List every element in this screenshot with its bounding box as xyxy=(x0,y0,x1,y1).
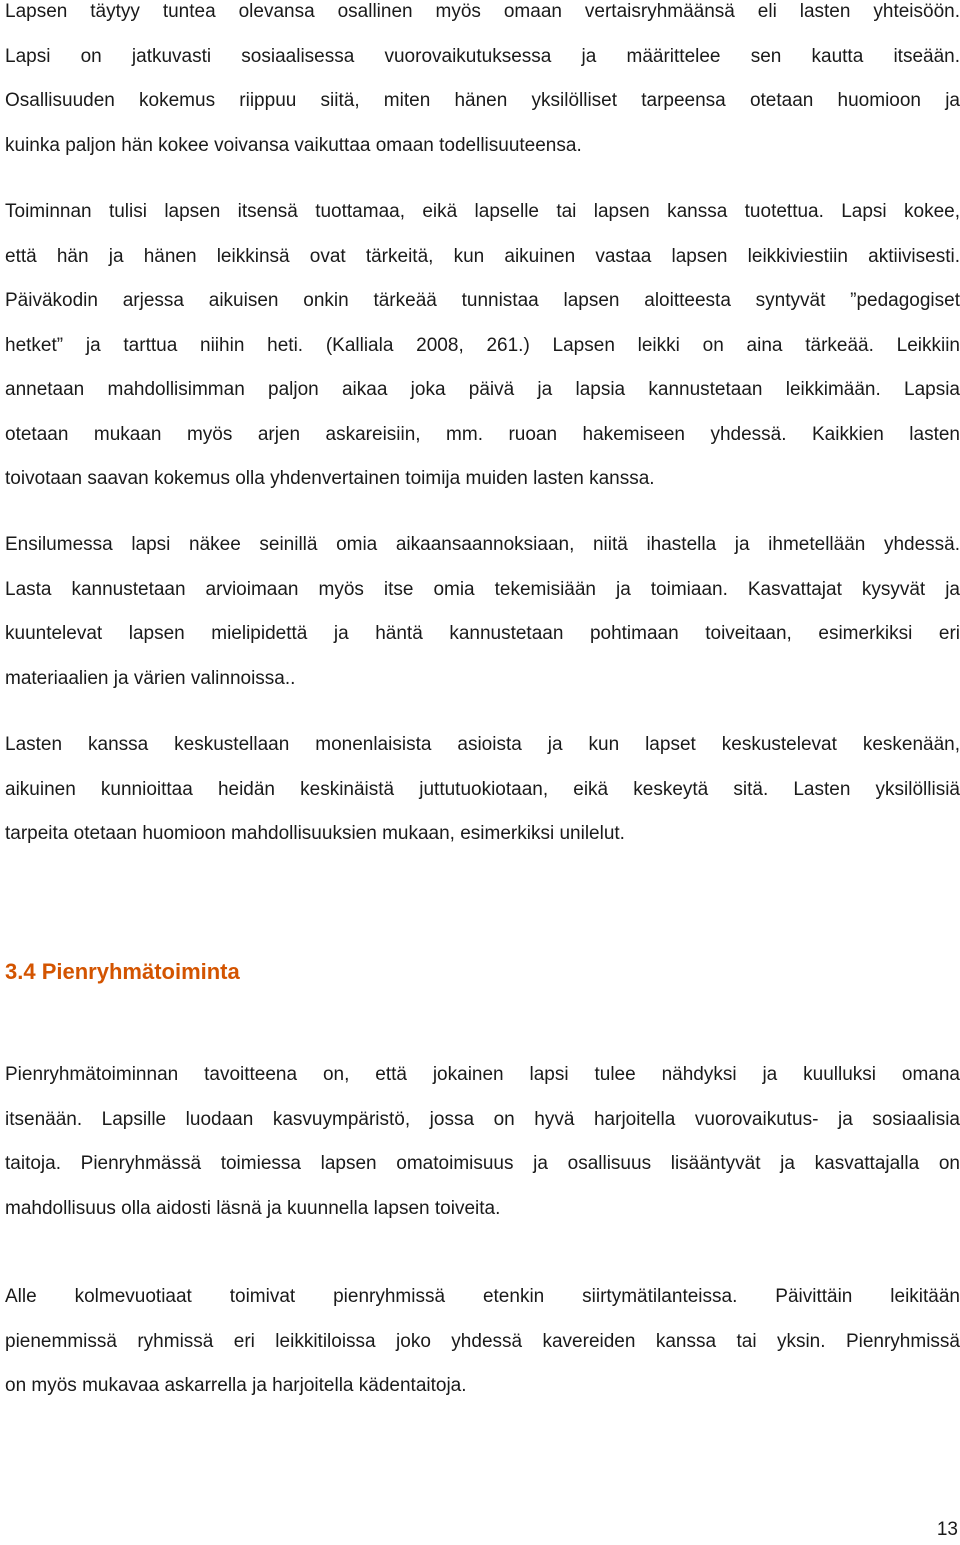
text-line: pienemmissä ryhmissä eri leikkitiloissa joko yhdessä kavereiden kanssa tai yksin. Pienryhmissä xyxy=(5,1330,960,1352)
text-line: Lapsi on jatkuvasti sosiaalisessa vuorovaikutuksessa ja määrittelee sen kautta itseään. xyxy=(5,45,960,67)
text-line: on myös mukavaa askarrella ja harjoitella kädentaitoja. xyxy=(5,1375,467,1396)
text-line: Lasten kanssa keskustellaan monenlaisista asioista ja kun lapset keskustelevat keskenään, xyxy=(5,734,960,755)
paragraph-6 xyxy=(5,1275,960,1409)
page-number: 13 xyxy=(936,1519,958,1540)
paragraph-5 xyxy=(5,1053,960,1231)
text-line: itsenään. Lapsille luodaan kasvuympäristö, jossa on hyvä harjoitella vuorovaikutus- ja sosiaalisia xyxy=(5,1108,960,1130)
text-line: taitoja. Pienryhmässä toimiessa lapsen omatoimisuus ja osallisuus lisääntyvät ja kasvattajalla on xyxy=(5,1153,960,1174)
text-line: Alle kolmevuotiaat toimivat pienryhmissä etenkin siirtymätilanteissa. Päivittäin leikitään xyxy=(5,1286,960,1307)
text-line: Lapsen täytyy tuntea olevansa osallinen myös omaan vertaisryhmäänsä eli lasten yhteisöön. xyxy=(5,1,960,22)
text-line: Osallisuuden kokemus riippuu siitä, miten hänen yksilölliset tarpeensa otetaan huomioon ja xyxy=(5,90,960,111)
section-heading: 3.4 Pienryhmätoiminta xyxy=(5,959,240,984)
text-line: mahdollisuus olla aidosti läsnä ja kuunnella lapsen toiveita. xyxy=(5,1197,501,1219)
paragraph-4 xyxy=(5,723,960,857)
paragraph-2 xyxy=(5,190,960,502)
text-line: Pienryhmätoiminnan tavoitteena on, että jokainen lapsi tulee nähdyksi ja kuulluksi omana xyxy=(5,1064,960,1085)
text-line: toivotaan saavan kokemus olla yhdenvertainen toimija muiden lasten kanssa. xyxy=(5,468,655,489)
text-line: Päiväkodin arjessa aikuisen onkin tärkeää tunnistaa lapsen aloitteesta syntyvät ”pedagogiset xyxy=(5,290,960,311)
text-line: kuuntelevat lapsen mielipidettä ja häntä kannustetaan pohtimaan toiveitaan, esimerkiksi eri xyxy=(5,623,960,644)
text-line: annetaan mahdollisimman paljon aikaa joka päivä ja lapsia kannustetaan leikkimään. Lapsia xyxy=(5,379,960,400)
text-line: että hän ja hänen leikkinsä ovat tärkeitä, kun aikuinen vastaa lapsen leikkiviestiin aktiivisesti. xyxy=(5,245,960,267)
text-line: Toiminnan tulisi lapsen itsensä tuottamaa, eikä lapselle tai lapsen kanssa tuotettua. Lapsi kokee, xyxy=(5,201,960,222)
text-line: materiaalien ja värien valinnoissa.. xyxy=(5,667,296,689)
text-line: tarpeita otetaan huomioon mahdollisuuksien mukaan, esimerkiksi unilelut. xyxy=(5,823,625,844)
text-line: otetaan mukaan myös arjen askareisiin, mm. ruoan hakemiseen yhdessä. Kaikkien lasten xyxy=(5,423,960,445)
paragraph-3 xyxy=(5,523,960,701)
text-line: Lasta kannustetaan arvioimaan myös itse omia tekemisiään ja toimiaan. Kasvattajat kysyvät ja xyxy=(5,578,960,600)
text-line: Ensilumessa lapsi näkee seinillä omia aikaansaannoksiaan, niitä ihastella ja ihmetellään yhdessä. xyxy=(5,534,960,555)
paragraph-1 xyxy=(5,0,960,168)
text-line: kuinka paljon hän kokee voivansa vaikuttaa omaan todellisuuteensa. xyxy=(5,134,582,156)
text-line: aikuinen kunnioittaa heidän keskinäistä juttutuokiotaan, eikä keskeytä sitä. Lasten yksilöllisiä xyxy=(5,778,960,800)
text-line: hetket” ja tarttua niihin heti. (Kalliala 2008, 261.) Lapsen leikki on aina tärkeää. Leikkiin xyxy=(5,334,960,356)
